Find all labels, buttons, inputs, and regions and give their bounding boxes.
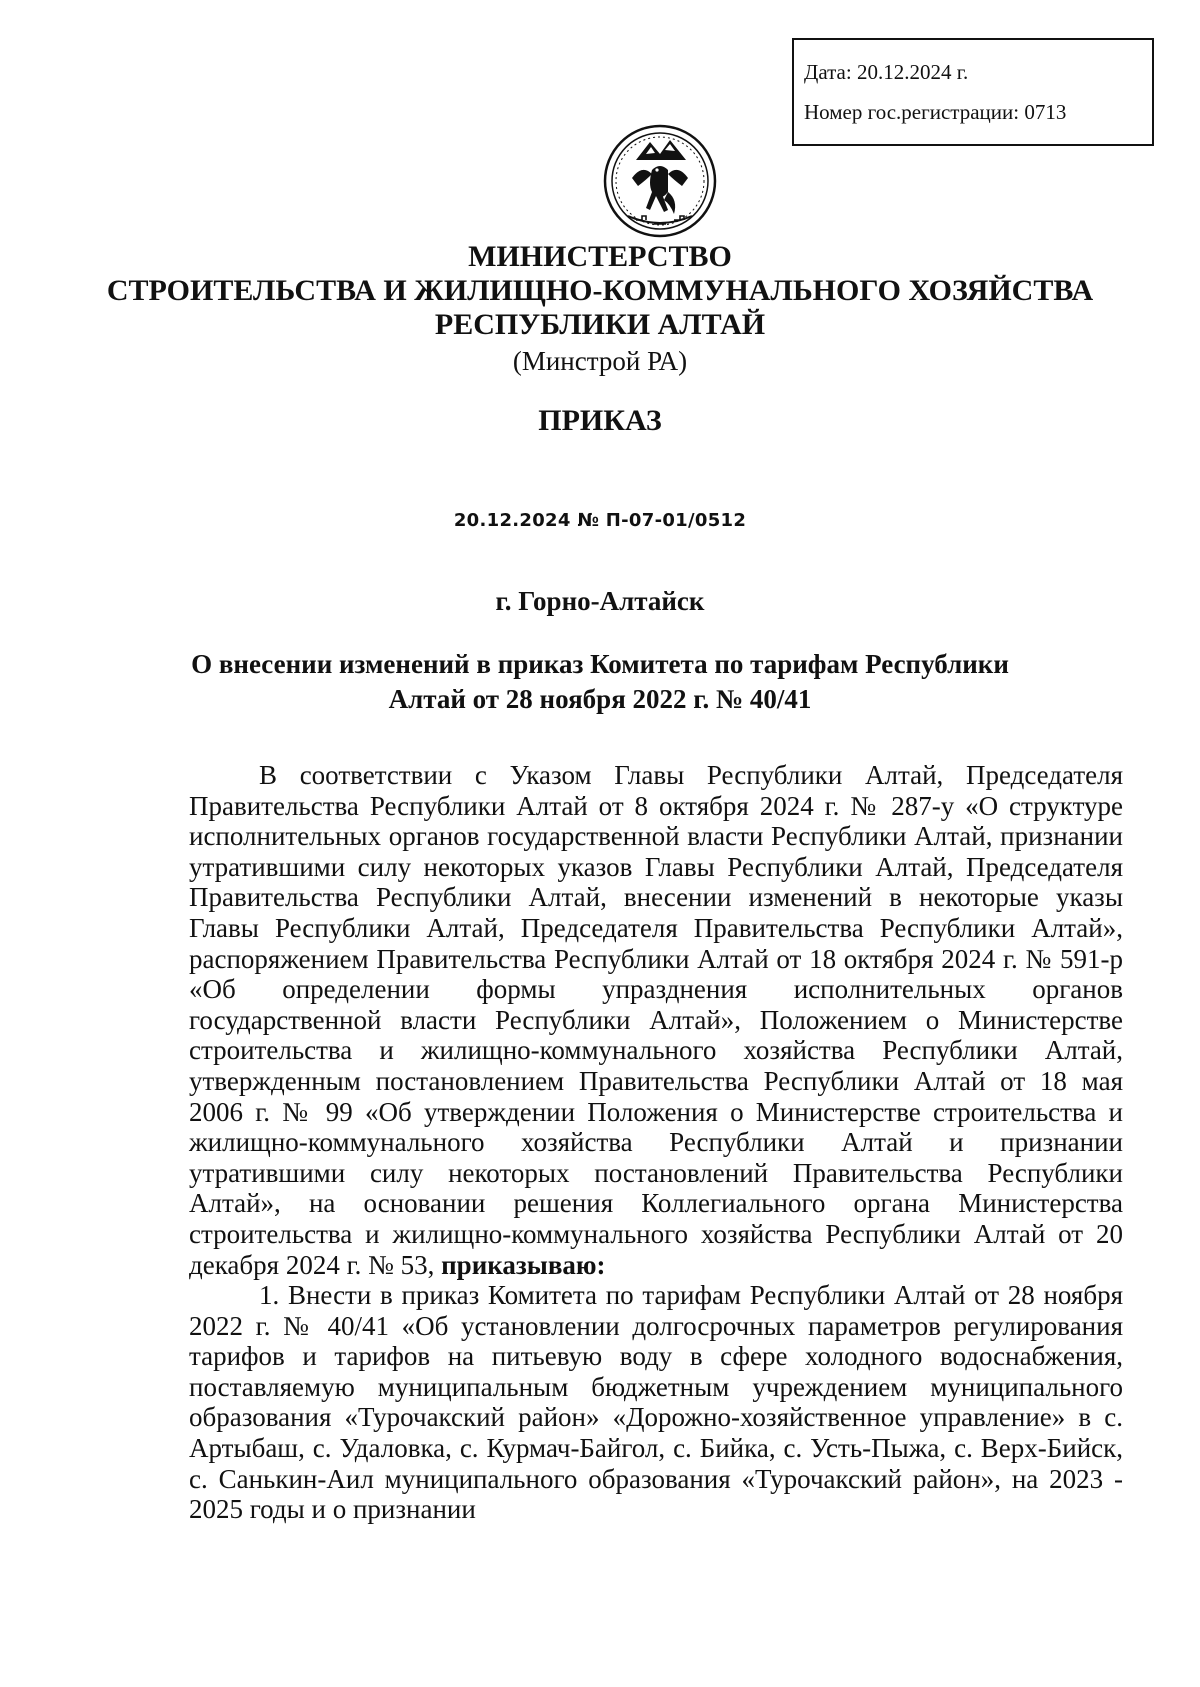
ministry-name-line3: РЕСПУБЛИКИ АЛТАЙ [434,308,766,341]
ministry-name-line1: МИНИСТЕРСТВО [468,240,732,273]
document-subject-line1: О внесении изменений в приказ Комитета по тарифам Республики [191,649,1009,679]
registration-number-row [804,92,1152,132]
registration-stamp [792,38,1154,146]
registration-date-row [804,52,1152,92]
ministry-short-name: (Минстрой РА) [512,346,688,376]
document-body [189,760,1123,1525]
preamble-text: В соответствии с Указом Главы Республики Алтай, Председателя Правительства Республики Алтай от 8 октября 2024 г. № 287-у «О структуре исполнительных органов государственной власти Республики Алтай, признании утратившими силу некоторых указов Главы Республики Алтай, Председателя Правительства Республики Алтай, внесении изменений в некоторые указы Главы Республики Алтай, Председателя Правительства Республики Алтай», распоряжением Правительства Республики Алтай от 18 октября 2024 г. № 591-р «Об определении формы упразднения исполнительных органов государственной власти Республики Алтай», Положением о Министерстве строительства и жилищно-коммунального хозяйства Республики Алтай, утвержденным постановлением Правительства Республики Алтай от 18 мая 2006 г. № 99 «Об утверждении Положения о Министерстве строительства и жилищно-коммунального хозяйства Республики Алтай и признании утратившими силу некоторых постановлений Правительства Республики Алтай», на основании решения Коллегиального органа Министерства строительства и жилищно-коммунального хозяйства Республики Алтай от 20 декабря 2024 г. № 53, [189,760,1123,1280]
coat-of-arms-icon [602,120,718,242]
document-subject [0,647,1200,717]
preamble-order-word: приказываю: [441,1249,606,1280]
registration-date-label: Дата: [804,60,852,84]
registration-number-value: 0713 [1024,100,1067,124]
document-city: г. Горно-Алтайск [495,586,705,616]
registration-number-label: Номер гос.регистрации: [804,100,1020,124]
body-paragraph-item1 [189,1280,1123,1525]
document-type-heading: ПРИКАЗ [538,404,662,437]
ministry-name-line2: СТРОИТЕЛЬСТВА И ЖИЛИЩНО-КОММУНАЛЬНОГО ХОЗЯЙСТВА [106,274,1094,307]
body-paragraph-preamble [189,760,1123,1280]
registration-date-value: 20.12.2024 г. [856,60,969,84]
item1-text: 1. Внести в приказ Комитета по тарифам Республики Алтай от 28 ноября 2022 г. № 40/41 «Об установлении долгосрочных параметров регулирования тарифов и тарифов на питьевую воду в сфере холодного водоснабжения, поставляемую муниципальным бюджетным учреждением муниципального образования «Турочакский район» «Дорожно-хозяйственное управление» в с. Артыбаш, с. Удаловка, с. Курмач-Байгол, с. Бийка, с. Усть-Пыжа, с. Верх-Бийск, с. Санькин-Аил муниципального образования «Турочакский район», на 2023 - 2025 годы и о признании [189,1280,1123,1525]
document-date-number: 20.12.2024 № П-07-01/0512 [453,510,747,531]
document-subject-line2: Алтай от 28 ноября 2022 г. № 40/41 [388,684,812,714]
